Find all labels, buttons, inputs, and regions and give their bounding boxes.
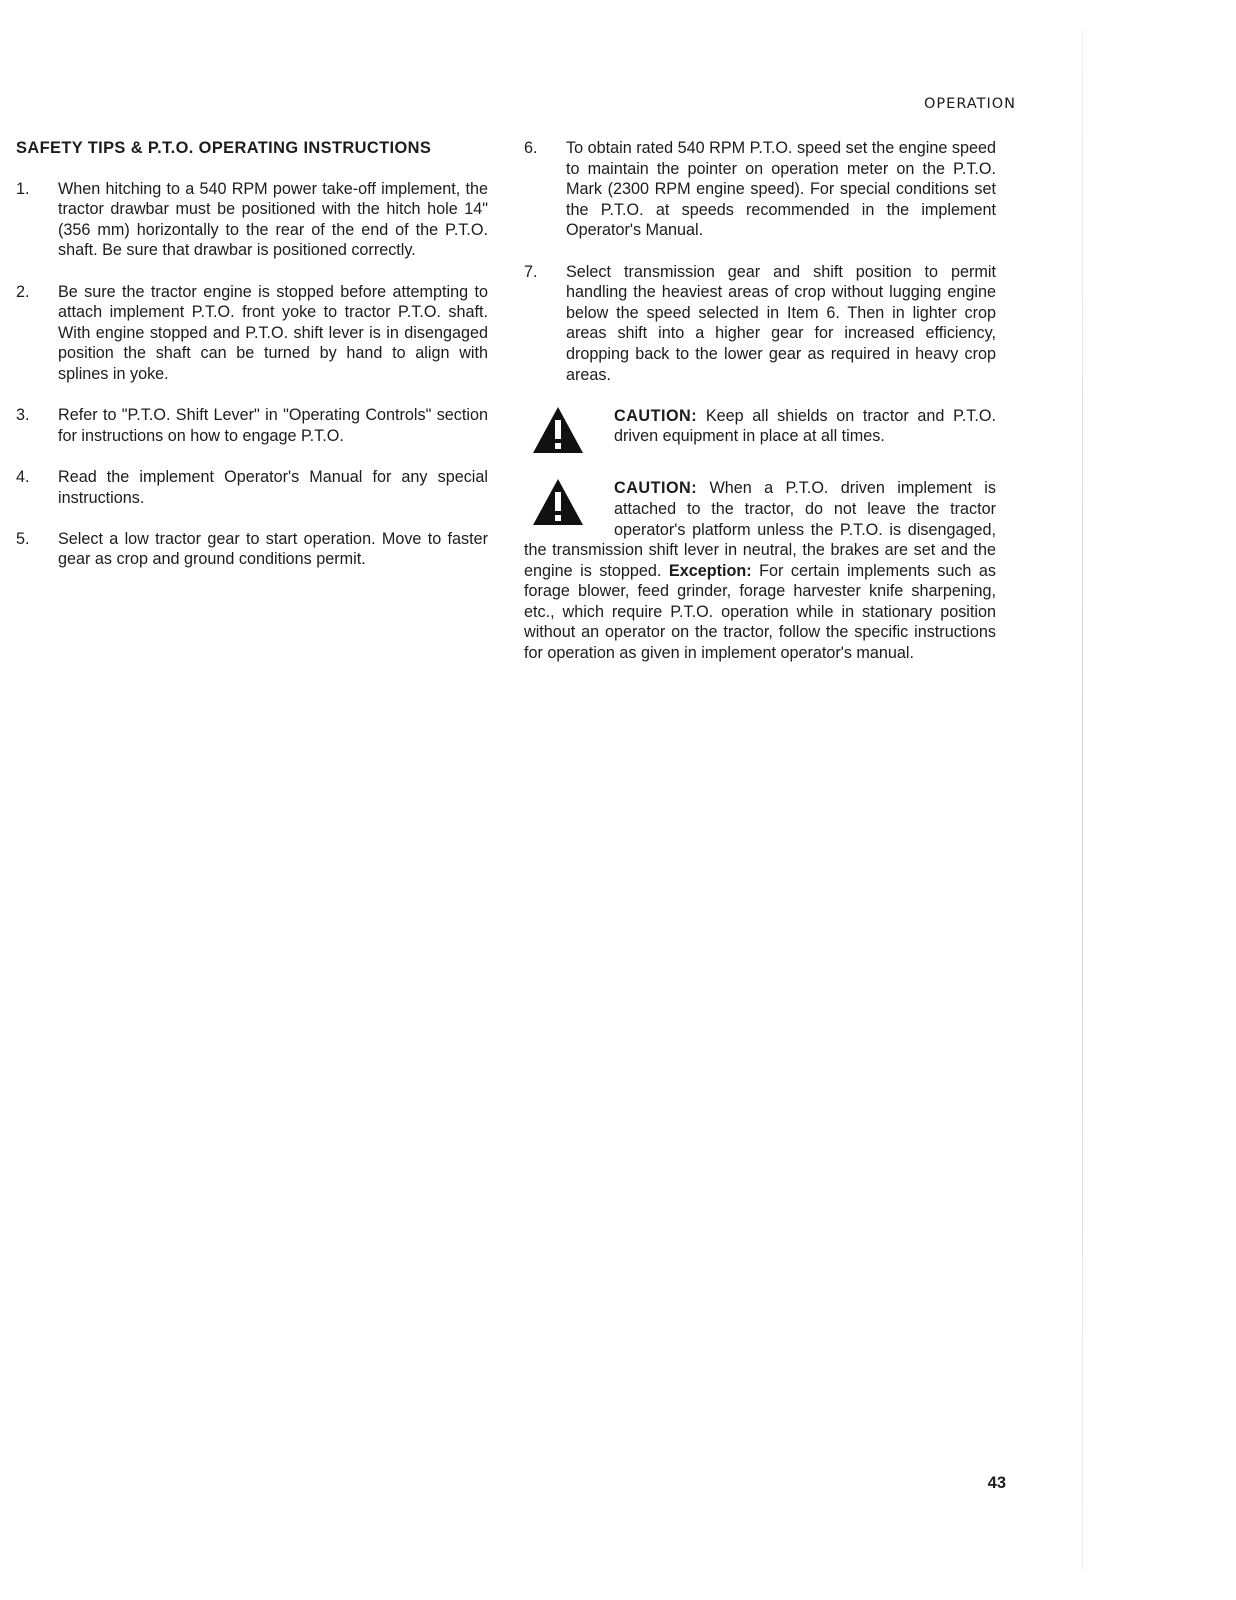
instruction-item-3 [16, 405, 488, 446]
scan-edge-line [1082, 30, 1083, 1570]
exception-text: For certain implements such as forage blower, feed grinder, forage harvester knife sharpening, etc., which require P.T.O. operation while in stationary position without an operator on the tractor, follow the specific instructions for operation as given in implement operator's manual. [524, 561, 997, 663]
item-text: Refer to "P.T.O. Shift Lever" in "Operating Controls" section for instructions on how to engage P.T.O. [58, 406, 488, 445]
instruction-item-6 [524, 138, 996, 241]
section-heading: SAFETY TIPS & P.T.O. OPERATING INSTRUCTIONS [16, 139, 432, 157]
item-text: To obtain rated 540 RPM P.T.O. speed set the engine speed to maintain the pointer on operation meter on the P.T.O. Mark (2300 RPM engine speed). For special conditions set the P.T.O. at speeds recommended in the implement Operator's Manual. [566, 139, 996, 240]
item-number: 1. [16, 179, 30, 198]
caution-text: When a P.T.O. driven implement is attached to the tractor, do not leave the tractor operator's platform unless the P.T.O. is disengaged, the transmission shift lever in neutral, the brakes are set and the engine is stopped. [524, 479, 996, 580]
warning-triangle-icon [532, 478, 584, 526]
item-text: Be sure the tractor engine is stopped before attempting to attach implement P.T.O. front yoke to tractor P.T.O. shaft. With engine stopped and P.T.O. shift lever is in disengaged position the shaft can be turned by hand to align with splines in yoke. [58, 282, 488, 383]
item-number: 6. [524, 139, 538, 157]
item-number: 5. [16, 529, 30, 548]
item-number: 7. [524, 262, 538, 281]
item-text: Select a low tractor gear to start operation. Move to faster gear as crop and ground conditions permit. [58, 529, 488, 569]
caution-text: Keep all shields on tractor and P.T.O. driven equipment in place at all times. [614, 406, 996, 446]
instruction-item-4 [16, 467, 488, 508]
right-column [524, 138, 996, 684]
instruction-item-5 [16, 529, 488, 570]
page-number: 43 [987, 1474, 1006, 1492]
caution-block-1 [524, 406, 996, 458]
section-label: OPERATION [924, 96, 1016, 112]
caution-label: CAUTION: [614, 479, 698, 498]
caution-block-2 [524, 478, 996, 663]
item-text: Read the implement Operator's Manual for any special instructions. [58, 467, 488, 507]
instruction-item-2 [16, 282, 488, 385]
item-number: 4. [16, 467, 30, 486]
caution-label: CAUTION: [614, 406, 698, 425]
left-column [16, 138, 488, 590]
instruction-item-7 [524, 262, 996, 386]
item-text: When hitching to a 540 RPM power take-off implement, the tractor drawbar must be positioned with the hitch hole 14" (356 mm) horizontally to the rear of the end of the P.T.O. shaft. Be sure that drawbar is positioned correctly. [58, 179, 488, 260]
exception-label: Exception: [668, 561, 752, 580]
item-number: 3. [16, 406, 30, 425]
warning-triangle-icon [532, 406, 584, 454]
item-text: Select transmission gear and shift position to permit handling the heaviest areas of crop without lugging engine below the speed selected in Item 6. Then in lighter crop areas shift into a higher gear for increased efficiency, dropping back to the lower gear as required in heavy crop areas. [566, 262, 996, 384]
item-number: 2. [16, 282, 30, 301]
instruction-item-1 [16, 179, 488, 261]
